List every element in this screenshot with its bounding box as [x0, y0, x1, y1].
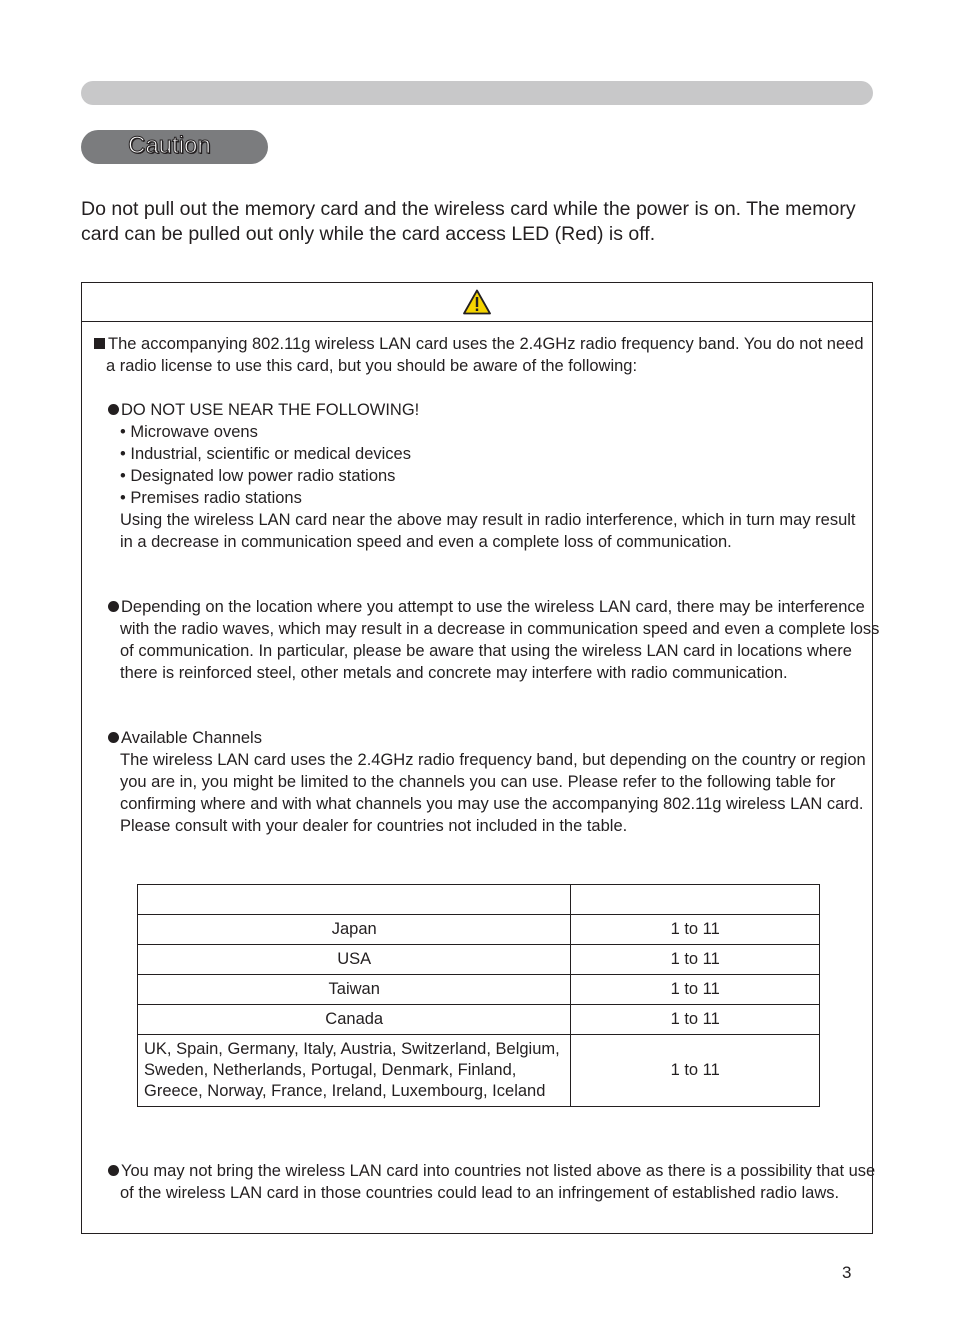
table-row: [138, 1005, 820, 1035]
table-row: [138, 975, 820, 1005]
section-heading: Available Channels: [121, 729, 262, 747]
section-location: Depending on the location where you attempt to use the wireless LAN card, there may be interference with the radio waves, which may result in a decrease in communication speed and even a complete loss of communication. In particular, please be aware that using the wireless LAN card in locations where there is reinforced steel, other metals and concrete may interfere with radio communication.: [108, 596, 880, 684]
bullet-dot-icon: [108, 732, 119, 743]
table-row: [138, 945, 820, 975]
section-countries: You may not bring the wireless LAN card into countries not listed above as there is a possibility that use of the wireless LAN card in those countries could lead to an infringement of established radio laws.: [108, 1160, 880, 1204]
intro-paragraph: Do not pull out the memory card and the wireless card while the power is on. The memory card can be pulled out only while the card access LED (Red) is off.: [81, 198, 856, 245]
section-note: Using the wireless LAN card near the above may result in radio interference, which in turn may result in a decrease in communication speed and even a complete loss of communication.: [120, 511, 856, 551]
section-heading: DO NOT USE NEAR THE FOLLOWING!: [121, 401, 420, 419]
table-header-row: [138, 885, 820, 915]
list-item: • Industrial, scientific or medical devices: [120, 445, 411, 463]
list-item: • Designated low power radio stations: [120, 467, 396, 485]
warning-box: [81, 282, 880, 1234]
page-number: 3: [842, 1263, 852, 1282]
warning-triangle-icon: [463, 289, 491, 315]
list-item: • Premises radio stations: [120, 489, 302, 507]
table-row: [138, 1035, 820, 1107]
channels-cell: 1 to 11: [571, 975, 820, 1005]
channel-table: [137, 884, 820, 1107]
bullet-dot-icon: [108, 1165, 119, 1176]
warning-box-header: [82, 283, 872, 322]
square-bullet-icon: [94, 338, 105, 349]
bullet-dot-icon: [108, 404, 119, 415]
table-row: [138, 915, 820, 945]
bullet-dot-icon: [108, 601, 119, 612]
list-item: • Microwave ovens: [120, 423, 258, 441]
section-do-not-use-near: [108, 399, 868, 553]
region-cell: UK, Spain, Germany, Italy, Austria, Switzerland, Belgium, Sweden, Netherlands, Portugal, Denmark, Finland, Greece, Norway, France, Ireland, Luxembourg, Iceland: [138, 1035, 571, 1107]
channels-cell: 1 to 11: [571, 1035, 820, 1107]
section-available-channels: [108, 727, 868, 837]
caution-heading-label: Caution: [128, 132, 211, 159]
section-text: The wireless LAN card uses the 2.4GHz radio frequency band, but depending on the country or region you are in, you might be limited to the channels you can use. Please refer to the following table for confirming where and with what channels you may use the accompanying 802.11g wireless LAN card. Please consult with your dealer for countries not included in the table.: [120, 751, 866, 835]
region-cell: Taiwan: [138, 975, 571, 1005]
caution-heading-badge: [81, 130, 268, 164]
channels-cell: 1 to 11: [571, 1005, 820, 1035]
channels-cell: 1 to 11: [571, 915, 820, 945]
top-divider-bar: [81, 81, 873, 105]
lead-paragraph: The accompanying 802.11g wireless LAN card uses the 2.4GHz radio frequency band. You do not need a radio license to use this card, but you should be aware of the following:: [94, 333, 876, 377]
region-cell: Canada: [138, 1005, 571, 1035]
region-cell: USA: [138, 945, 571, 975]
region-cell: Japan: [138, 915, 571, 945]
channels-cell: 1 to 11: [571, 945, 820, 975]
